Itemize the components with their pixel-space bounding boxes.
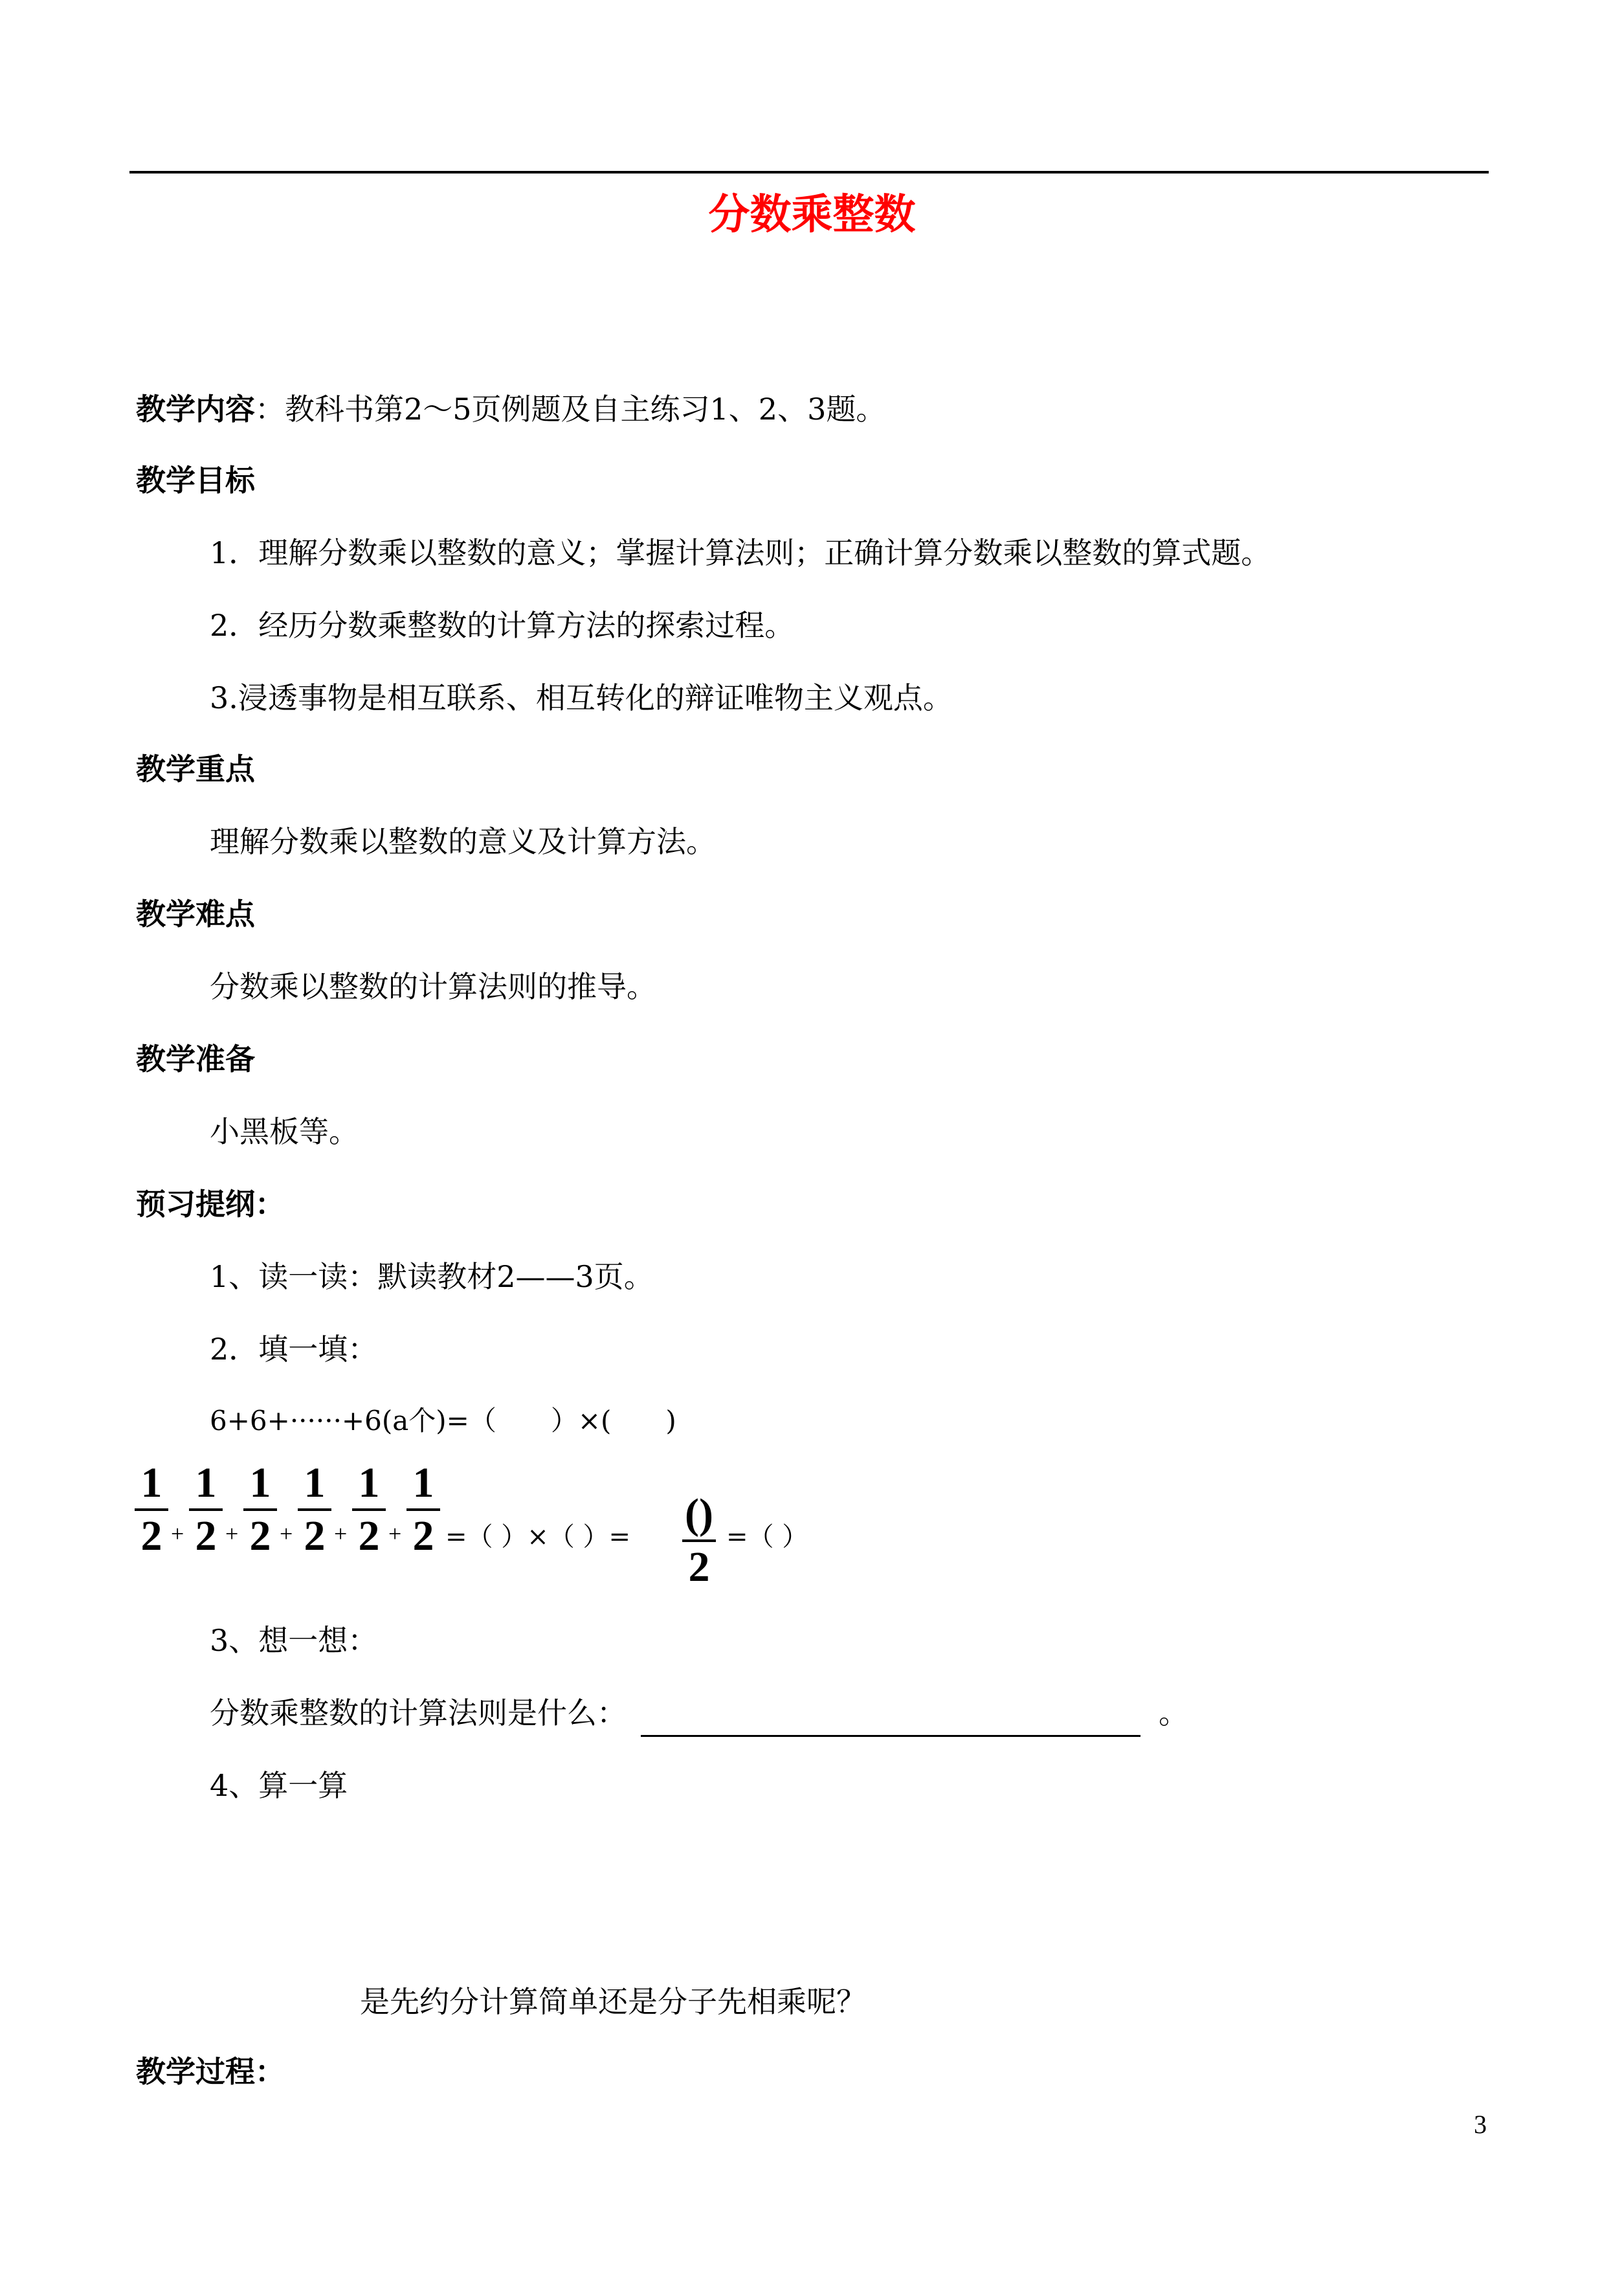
fraction-term: 1 2 — [186, 1462, 225, 1559]
goals-heading: 教学目标 — [136, 463, 255, 498]
preview-item-2: 2．填一填： — [210, 1332, 378, 1367]
rule-question-text: 分数乘整数的计算法则是什么 — [210, 1695, 597, 1730]
rule-question-end: 。 — [1159, 1695, 1188, 1730]
content-line — [136, 386, 885, 429]
key-point-text: 理解分数乘以整数的意义及计算方法。 — [210, 824, 716, 859]
content-label: 教学内容 — [136, 392, 255, 427]
fraction-term: 1 2 — [350, 1462, 388, 1559]
preview-item-4: 4、算一算 — [210, 1768, 348, 1803]
plus-sign: + — [280, 1521, 293, 1547]
rule-question-colon: ： — [597, 1695, 627, 1730]
preview-heading: 预习提纲： — [136, 1187, 285, 1222]
page-title: 分数乘整数 — [708, 191, 916, 239]
difficulty-text: 分数乘以整数的计算法则的推导。 — [210, 969, 656, 1004]
preparation-heading: 教学准备 — [136, 1042, 255, 1077]
plus-sign: + — [171, 1521, 184, 1547]
fraction-term: 1 2 — [404, 1462, 443, 1559]
fraction-term: 1 2 — [132, 1462, 171, 1559]
preview-item-3: 3、想一想： — [210, 1623, 378, 1658]
header-rule — [129, 171, 1489, 173]
fill-expression-1: 6+6+······+6(a个)=（ ）×( ) — [210, 1405, 676, 1437]
fraction-term: 1 2 — [241, 1462, 280, 1559]
content-text: ：教科书第2～5页例题及自主练习1、2、3题。 — [255, 392, 886, 427]
process-heading: 教学过程： — [136, 2054, 285, 2089]
answer-blank-line — [641, 1735, 1140, 1737]
preparation-text: 小黑板等。 — [210, 1114, 359, 1149]
result-fraction: () 2 — [680, 1493, 718, 1590]
plus-sign: + — [334, 1521, 348, 1547]
calc-question: 是先约分计算简单还是分子先相乘呢？ — [360, 1984, 866, 2019]
goal-item-1: 1．理解分数乘以整数的意义；掌握计算法则；正确计算分数乘以整数的算式题。 — [210, 535, 1271, 570]
fill-expression-2-end: =（ ） — [726, 1522, 808, 1552]
fraction-term: 1 2 — [295, 1462, 334, 1559]
fill-expression-2-middle: =（ ）×（ ）= — [445, 1522, 630, 1552]
plus-sign: + — [388, 1521, 402, 1547]
page-number: 3 — [1474, 2110, 1487, 2139]
goal-item-2: 2．经历分数乘整数的计算方法的探索过程。 — [210, 608, 795, 643]
goal-item-3: 3.浸透事物是相互联系、相互转化的辩证唯物主义观点。 — [210, 680, 953, 715]
plus-sign: + — [225, 1521, 239, 1547]
key-point-heading: 教学重点 — [136, 752, 255, 787]
difficulty-heading: 教学难点 — [136, 897, 255, 932]
preview-item-1: 1、读一读：默读教材2——3页。 — [210, 1259, 654, 1294]
rule-question — [210, 1690, 627, 1732]
